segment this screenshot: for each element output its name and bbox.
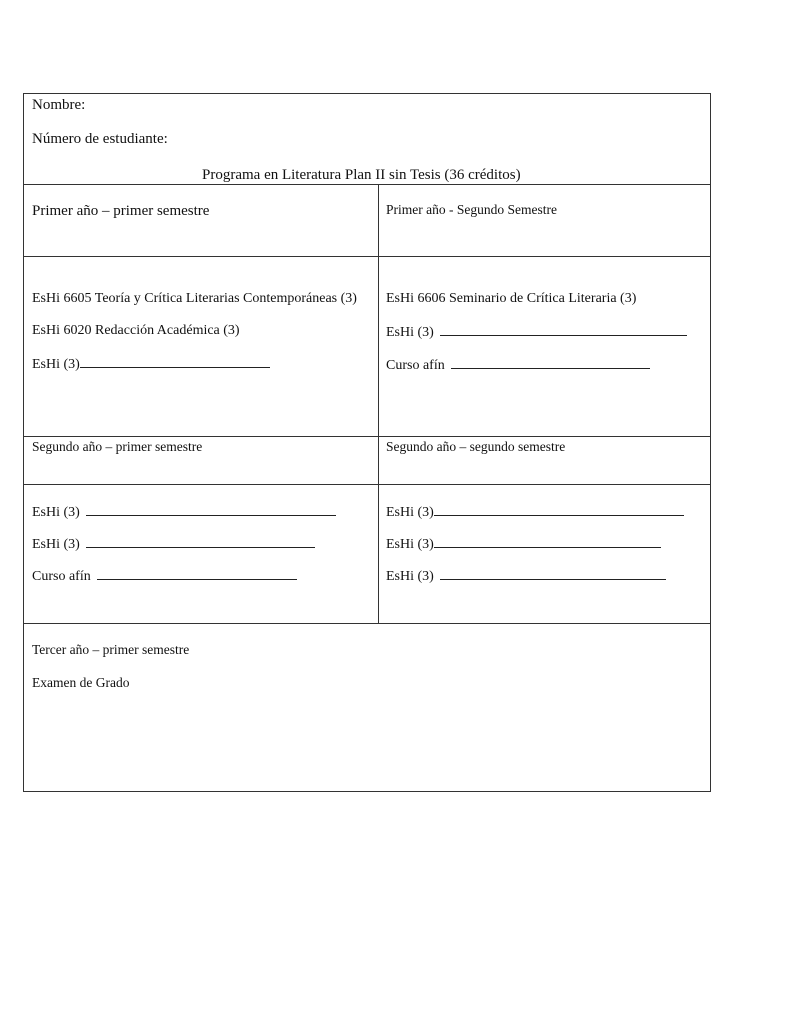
year1-sem1-course-3-blank[interactable] bbox=[80, 356, 270, 368]
year2-sem1-course-1 bbox=[32, 504, 336, 520]
year2-sem1-course-2-blank[interactable] bbox=[86, 536, 315, 548]
year2-sem1-course-1-label: EsHi (3) bbox=[32, 505, 80, 520]
year2-sem2-course-2-blank[interactable] bbox=[434, 536, 661, 548]
year2-sem2-course-1-label: EsHi (3) bbox=[386, 505, 434, 520]
year3-exam-item: Examen de Grado bbox=[32, 675, 130, 690]
year2-sem2-course-3-label: EsHi (3) bbox=[386, 569, 434, 584]
year2-sem1-course-1-blank[interactable] bbox=[86, 504, 336, 516]
year2-sem2-course-1 bbox=[386, 504, 684, 520]
year1-sem2-course-3 bbox=[386, 357, 650, 373]
student-number-label: Número de estudiante: bbox=[32, 131, 168, 147]
year2-sem1-course-2-label: EsHi (3) bbox=[32, 537, 80, 552]
year1-sem2-course-2-label: EsHi (3) bbox=[386, 325, 434, 340]
year1-sem2-course-1: EsHi 6606 Seminario de Crítica Literaria (3) bbox=[386, 291, 637, 306]
year2-sem2-title: Segundo año – segundo semestre bbox=[386, 439, 566, 454]
name-label: Nombre: bbox=[32, 97, 86, 113]
study-plan-form bbox=[23, 93, 711, 792]
year1-sem2-course-2 bbox=[386, 324, 687, 340]
year1-sem1-course-2: EsHi 6020 Redacción Académica (3) bbox=[32, 323, 240, 338]
program-title: Programa en Literatura Plan II sin Tesis (36 créditos) bbox=[202, 167, 521, 183]
year2-sem1-course-3-blank[interactable] bbox=[97, 568, 297, 580]
year2-sem2-course-2 bbox=[386, 536, 661, 552]
year1-sem2-course-3-label: Curso afín bbox=[386, 358, 445, 373]
year1-sem2-course-2-blank[interactable] bbox=[440, 324, 687, 336]
divider-year2-courses bbox=[24, 623, 710, 624]
divider-header bbox=[24, 184, 710, 185]
year3-sem1-title: Tercer año – primer semestre bbox=[32, 642, 190, 657]
year1-sem2-title: Primer año - Segundo Semestre bbox=[386, 202, 557, 217]
year1-sem1-course-3 bbox=[32, 356, 270, 372]
year1-sem1-course-1: EsHi 6605 Teoría y Crítica Literarias Contemporáneas (3) bbox=[32, 291, 357, 306]
year2-sem2-course-3 bbox=[386, 568, 666, 584]
year2-sem1-course-3-label: Curso afín bbox=[32, 569, 91, 584]
year1-sem1-title: Primer año – primer semestre bbox=[32, 203, 210, 219]
divider-year2-titles bbox=[24, 484, 710, 485]
divider-year1-courses bbox=[24, 436, 710, 437]
year2-sem1-title: Segundo año – primer semestre bbox=[32, 439, 203, 454]
year2-sem2-course-2-label: EsHi (3) bbox=[386, 537, 434, 552]
column-divider bbox=[378, 184, 379, 623]
year2-sem2-course-3-blank[interactable] bbox=[440, 568, 666, 580]
year1-sem1-course-3-label: EsHi (3) bbox=[32, 357, 80, 372]
year2-sem1-course-2 bbox=[32, 536, 315, 552]
divider-year1-titles bbox=[24, 256, 710, 257]
year2-sem1-course-3 bbox=[32, 568, 297, 584]
year1-sem2-course-3-blank[interactable] bbox=[451, 357, 650, 369]
year2-sem2-course-1-blank[interactable] bbox=[434, 504, 684, 516]
